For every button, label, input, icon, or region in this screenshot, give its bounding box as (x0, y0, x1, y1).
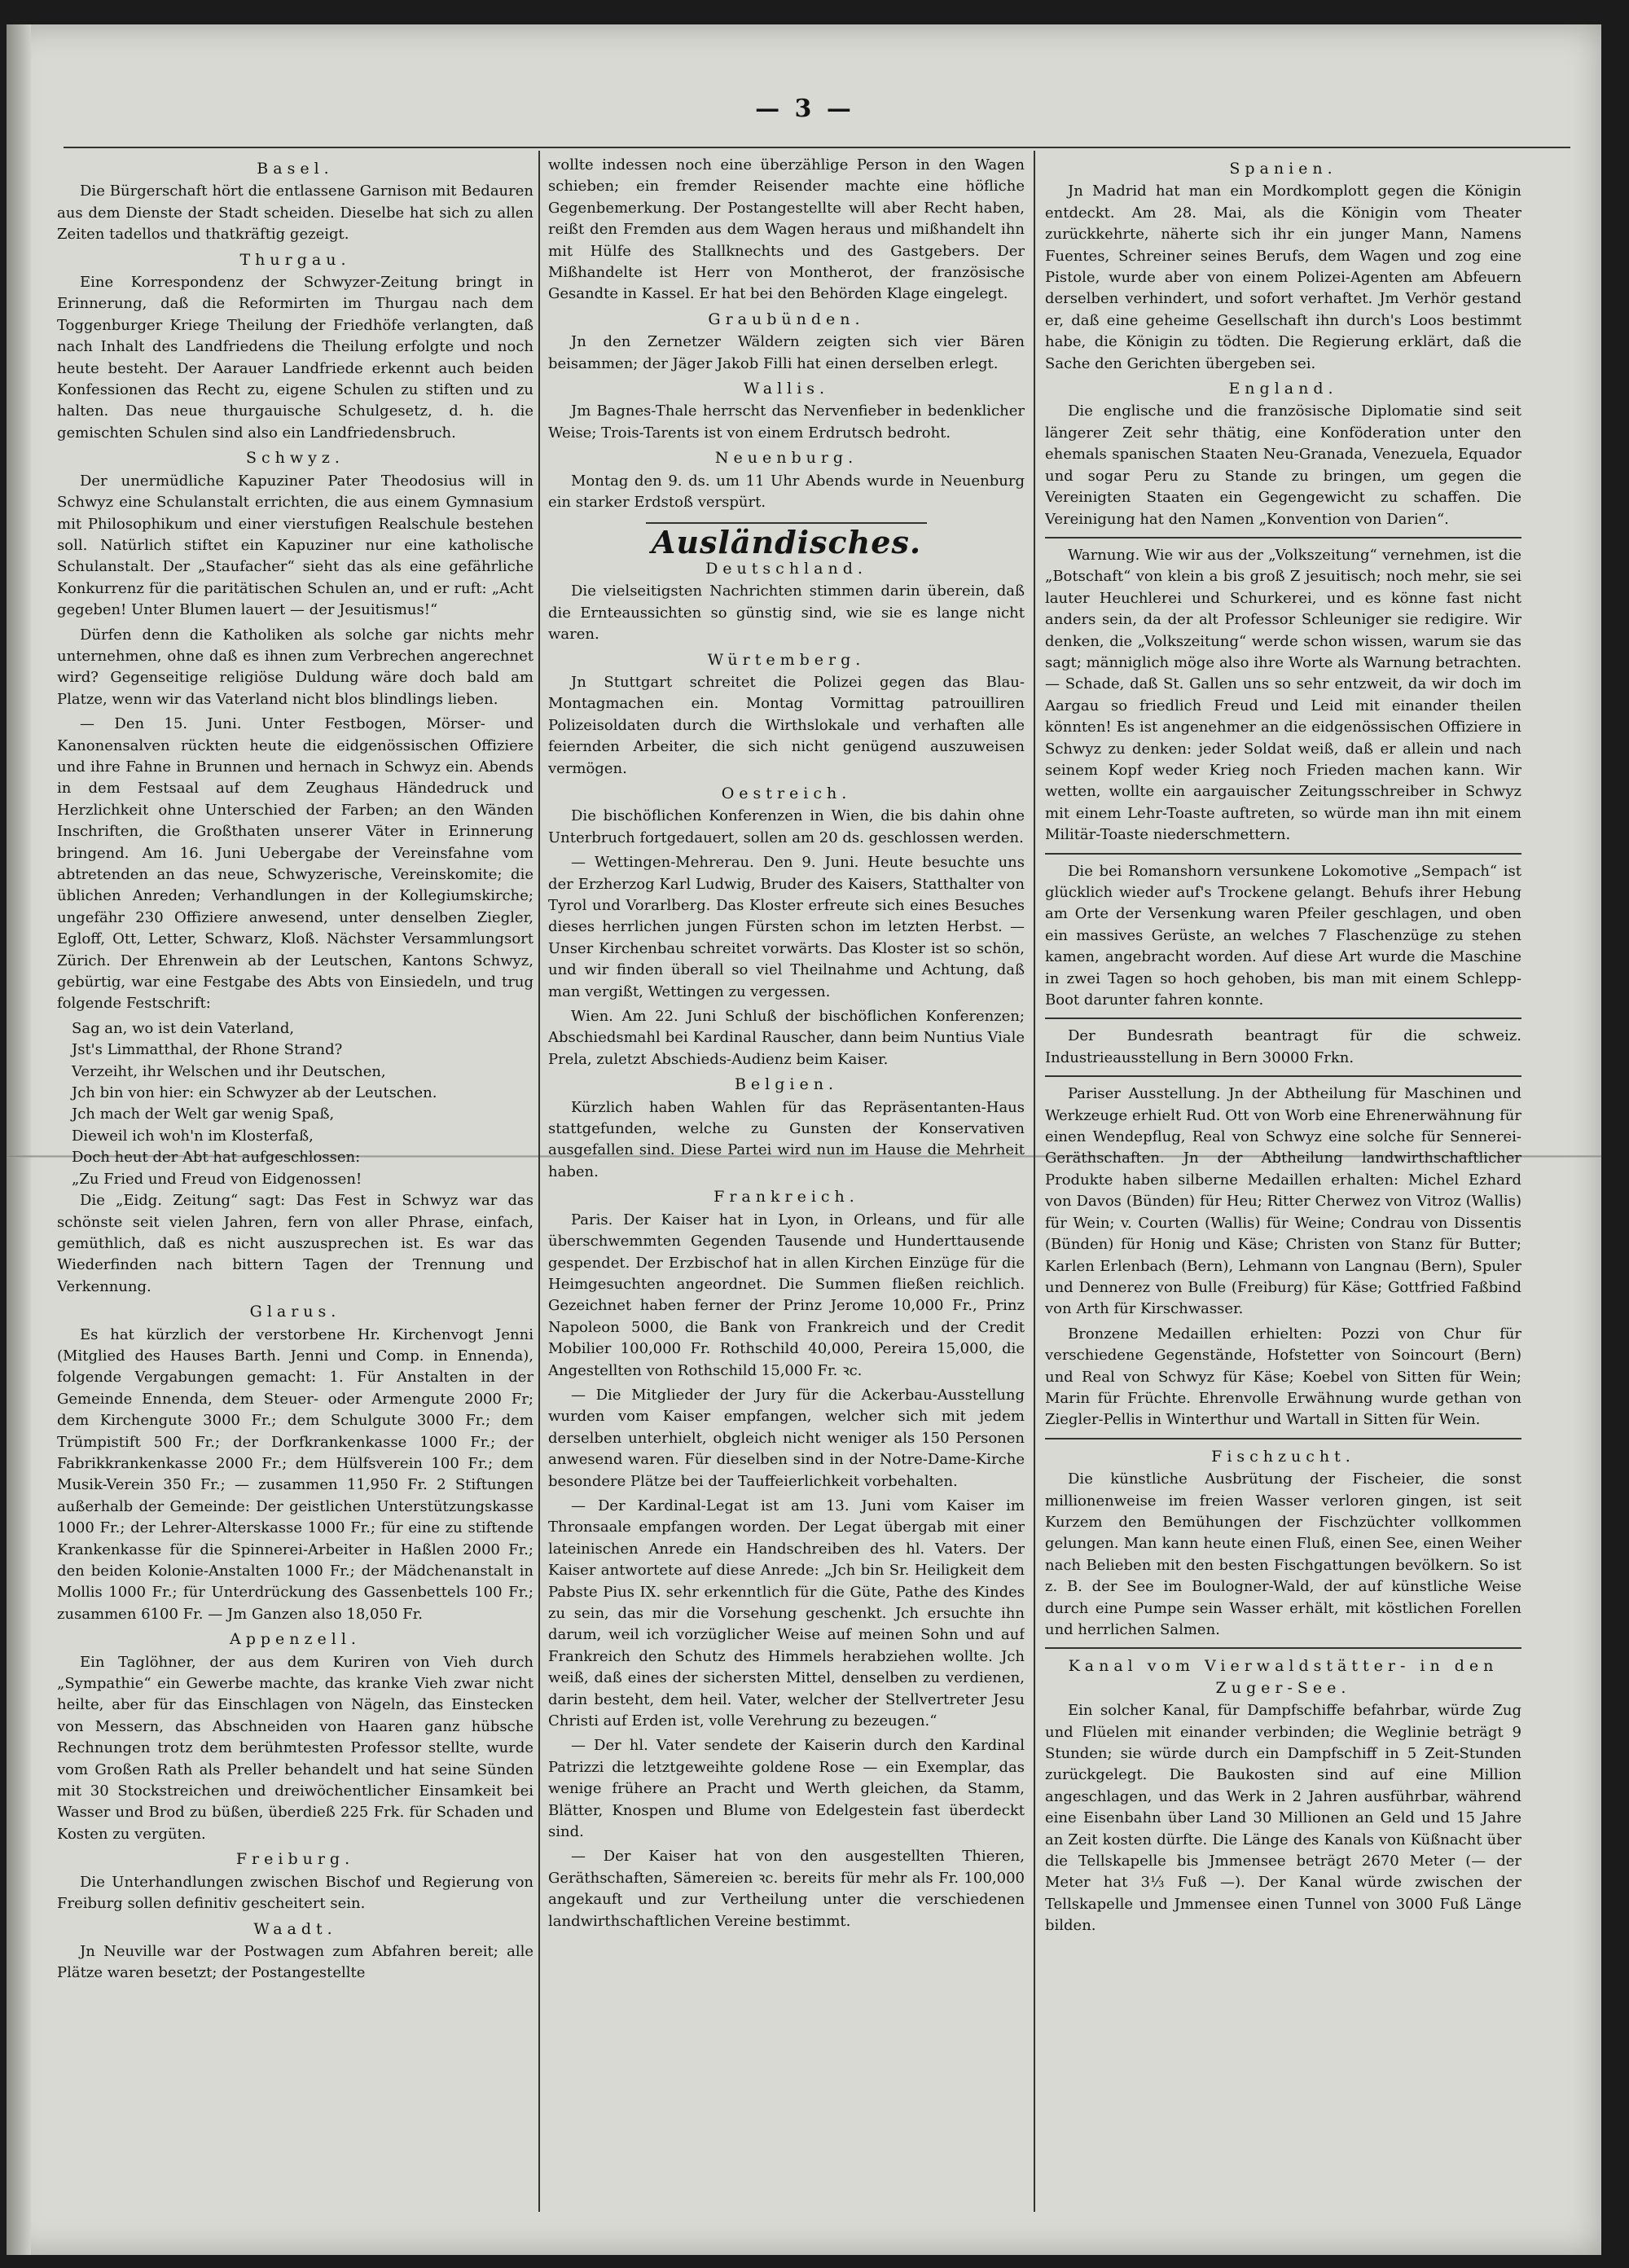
verse-line: Jch bin von hier: ein Schwyzer ab der Leutschen. (72, 1084, 437, 1102)
separator (1045, 853, 1521, 855)
article-belgien: Kürzlich haben Wahlen für das Repräsentanten-Haus stattgefunden, welche zu Gunsten der Konservativen ausgefallen sind. Diese Partei wird nun im Hause die Mehrheit haben. (548, 1098, 1025, 1180)
article-waadt: Jn Neuville war der Postwagen zum Abfahren bereit; alle Plätze waren besetzt; der Postangestellte (57, 1942, 533, 1982)
article-warnung: Warnung. Wie wir aus der „Volkszeitung“ vernehmen, ist die „Botschaft“ von klein a bis groß Z jesuitisch; noch mehr, sie sei lauter Heuchlerei und Schurkerei, und es könne fast nicht anders sein, da der alt Professor Schleuniger sie redigire. Wir denken, die „Volkszeitung“ werde schon wissen, warum sie das sagt; männiglich möge also ihre Worte als Warnung betrachten. — Schade, daß St. Gallen uns so sehr entzweit, da wir doch im Aargau so friedlich Freud und Leid mit einander theilen könnten! Es ist angenehmer an die eidgenössischen Offiziere in Schwyz zu denken: jeder Soldat weiß, daß er allein und nach seinem Kopf weder Krieg noch Frieden machen kann. Wir wetten, wollte ein aargauischer Zeitungsschreiber in Schwyz mit einem Lehr-Toaste auftreten, so würde man ihn mit einem Militär-Toaste niederschmettern. (1045, 546, 1521, 844)
verse-line: Sag an, wo ist dein Vaterland, (72, 1019, 295, 1037)
verse-line: Jst's Limmatthal, der Rhone Strand? (72, 1041, 343, 1059)
article-appenzell: Ein Taglöhner, der aus dem Kuriren von Vieh durch „Sympathie“ ein Gewerbe machte, das kranke Vieh zwar nicht heilte, aber für das Einschlagen von Nägeln, das Einstecken von Messern, das Abschneiden von Haaren ganz hübsche Rechnungen trotz dem berühmtesten Professor stellte, wurde vom Großen Rath als Preller behandelt und hat seine Sünden mit 30 Stockstreichen und dreiwöchentlicher Einsamkeit bei Wasser und Brod zu büßen, überdieß 225 Frk. für Schaden und Kosten zu vergüten. (57, 1653, 533, 1843)
section-heading-waadt: Waadt. (253, 1919, 337, 1938)
section-heading-fischzucht: Fischzucht. (1211, 1447, 1355, 1466)
section-heading-kanal: Kanal vom Vierwaldstätter- in den Zuger-See. (1068, 1657, 1499, 1697)
article-schwyz: Die „Eidg. Zeitung“ sagt: Das Fest in Schwyz war das schönste seit vielen Jahren, fern von aller Phrase, einfach, gemüthlich, daß es nicht auszusprechen ist. Es war das Wiederfinden nach bittern Tagen der Trennung und Verkennung. (57, 1192, 533, 1295)
section-heading-england: England. (1228, 380, 1338, 398)
section-heading-freiburg: Freiburg. (235, 1850, 355, 1869)
section-heading-auslaendisches: Ausländisches. (651, 523, 922, 560)
verse-line: „Zu Fried und Freud von Eidgenossen! (72, 1170, 362, 1188)
article-frankreich: Paris. Der Kaiser hat in Lyon, in Orleans, und für alle überschwemmten Gegenden Tausende und Hunderttausende gespendet. Der Erzbischof hat in allen Kirchen Einzüge für die Heimgesuchten angeordnet. Die Summen fließen reichlich. Gezeichnet haben ferner der Prinz Jerome 10,000 Fr., Prinz Napoleon 5000, die Bank von Frankreich und der Credit Mobilier 100,000 Fr. Rothschild 40,000, Pereira 15,000, die Angestellten von Rothschild 15,000 Fr. ꝛc. (548, 1211, 1025, 1379)
article-oestreich: Die bischöflichen Konferenzen in Wien, die bis dahin ohne Unterbruch fortgedauert, sollen am 20 ds. geschlossen werden. (548, 807, 1025, 846)
separator (1045, 1438, 1521, 1439)
article-neuenburg: Montag den 9. ds. um 11 Uhr Abends wurde in Neuenburg ein starker Erdstoß verspürt. (548, 472, 1025, 512)
section-heading-basel: Basel. (257, 160, 334, 178)
verse-line: Verzeiht, ihr Welschen und ihr Deutschen, (72, 1062, 386, 1080)
column-rule (1034, 151, 1035, 2212)
column-3 (1045, 155, 1521, 2208)
article-graubuenden: Jn den Zernetzer Wäldern zeigten sich vier Bären beisammen; der Jäger Jakob Filli hat einen derselben erlegt. (548, 333, 1025, 372)
separator (1045, 1075, 1521, 1077)
article-schwyz: — Den 15. Juni. Unter Festbogen, Mörser- und Kanonensalven rückten heute die eidgenössischen Offiziere und ihre Fahne in Brunnen und hernach in Schwyz ein. Abends in dem Festsaal auf dem Zeughaus Händedruck und Herzlichkeit ohne Unterschied der Farben; an den Wänden Inschriften, die Großthaten unserer Väter in Erinnerung bringend. Am 16. Juni Uebergabe der Vereinsfahne vom abtretenden an das neue, Schwyzerische, Vereinskomite; die üblichen Anreden; Verhandlungen in der Kollegiumskirche; ungefähr 230 Offiziere anwesend, unter denselben Ziegler, Egloff, Ott, Letter, Schwarz, Kloß. Nächster Versammlungsort Zürich. Der Ehrenwein ab der Leutschen, Kantons Schwyz, gebürtig, war eine Festgabe des Abts von Einsiedeln, und trug folgende Festschrift: (57, 715, 533, 1013)
section-heading-schwyz: Schwyz. (246, 449, 345, 468)
article-deutschland: Die vielseitigsten Nachrichten stimmen darin überein, daß die Ernteaussichten so günstig sind, wie sie es lange nicht waren. (548, 582, 1025, 644)
verse-line: Dieweil ich woh'n im Klosterfaß, (72, 1127, 314, 1145)
article-wallis: Jm Bagnes-Thale herrscht das Nervenfieber in bedenklicher Weise; Trois-Tarents ist von einem Erdrutsch bedroht. (548, 402, 1025, 442)
article-thurgau: Eine Korrespondenz der Schwyzer-Zeitung bringt in Erinnerung, daß die Reformirten im Thurgau nach dem Toggenburger Kriege Theilung der Friedhöfe verlangten, daß nach Inhalt des Landfriedens die Theilung erfolgte und noch heute besteht. Der Aarauer Landfriede erkennt auch beiden Konfessionen das Recht zu, eigene Schulen zu stiften und zu halten. Das neue thurgauische Schulgesetz, d. h. die gemischten Schulen sind also ein Landfriedensbruch. (57, 274, 533, 442)
article-schwyz: Dürfen denn die Katholiken als solche gar nichts mehr unternehmen, ohne daß es ihnen zum Verbrechen angerechnet wird? Gegenseitige religiöse Duldung wäre doch bald am Platze, wenn wir das Vaterland nicht blos blindlings lieben. (57, 626, 533, 708)
column-rule (538, 151, 540, 2212)
article-kanal: Ein solcher Kanal, für Dampfschiffe befahrbar, würde Zug und Flüelen mit einander verbinden; die Weglinie beträgt 9 Stunden; sie würde durch ein Dampfschiff in 5 Zeit-Stunden zurückgelegt. Die Baukosten sind auf eine Million angeschlagen, und das Werk in 2 Jahren ausführbar, während eine Eisenbahn über Land 30 Millionen an Geld und 15 Jahre an Zeit kosten dürfte. Die Länge des Kanals von Küßnacht über die Tellskapelle bis Jmmensee beträgt 2670 Meter (— der Meter hat 3⅓ Fuß —). Der Kanal würde zwischen der Tellskapelle und Jmmensee einen Tunnel von 3000 Fuß Länge bilden. (1045, 1702, 1521, 1935)
section-heading-thurgau: Thurgau. (239, 250, 351, 269)
separator (1045, 537, 1521, 538)
verse-line: Jch mach der Welt gar wenig Spaß, (72, 1105, 335, 1123)
article-england: Die englische und die französische Diplomatie sind seit längerer Zeit sehr thätig, eine Konföderation unter den ehemals spanischen Staaten Neu-Granada, Venezuela, Equador und sogar Peru zu Stande zu bringen, um gegen die Vereinigten Staaten ein Gegengewicht zu schaffen. Die Vereinigung hat den Namen „Konvention von Darien“. (1045, 402, 1521, 528)
article-pariser-ausstellung: Bronzene Medaillen erhielten: Pozzi von Chur für verschiedene Gegenstände, Hofstetter von Soincourt (Bern) und Real von Schwyz für Käse; Koebel von Sitten für Wein; Marin für Früchte. Ehrenvolle Erwähnung wurde gethan von Ziegler-Pellis in Winterthur und Wartall in Sitten für Wein. (1045, 1325, 1521, 1429)
article-glarus: Es hat kürzlich der verstorbene Hr. Kirchenvogt Jenni (Mitglied des Hauses Barth. Jenni und Comp. in Ennenda), folgende Vergabungen gemacht: 1. Für Anstalten in der Gemeinde Ennenda, dem Steuer- oder Armengute 2000 Fr; dem Kirchengute 3000 Fr.; dem Schulgute 3000 Fr.; dem Trümpistift 500 Fr.; der Dorfkrankenkasse 1000 Fr.; der Fabrikkrankenkasse 2000 Fr.; dem Hülfsverein 100 Fr.; dem Musik-Verein 350 Fr.; — zusammen 11,950 Fr. 2 Stiftungen außerhalb der Gemeinde: Der geistlichen Unterstützungskasse 1000 Fr.; der Lehrer-Alterskasse 1000 Fr.; für eine zu stiftende Krankenkasse für die Spinnerei-Arbeiter in Haßlen 2000 Fr.; den beiden Kolonie-Anstalten 1000 Fr.; der Mädchenanstalt in Mollis 1000 Fr.; für Unterdrückung des Gassenbettels 100 Fr.; zusammen 6100 Fr. — Jm Ganzen also 18,050 Fr. (57, 1325, 533, 1623)
article-pariser-ausstellung: Pariser Ausstellung. Jn der Abtheilung für Maschinen und Werkzeuge erhielt Rud. Ott von Worb eine Ehrenerwähnung für einen Wendepflug, Real von Schwyz eine solche für Sennerei-Geräthschaften. Jn der Abtheilung landwirthschaftlicher Produkte haben silberne Medaillen erhalten: Michel Ezhard von Davos (Bünden) für Heu; Ritter Cherwez von Vitroz (Wallis) für Wein; v. Courten (Wallis) für Weine; Condrau von Dissentis (Bünden) für Honig und Käse; Christen von Stanz für Butter; Karlen Erlenbach (Bern), Lehmann von Langnau (Bern), Spuler und Dennerez von Bulle (Freiburg) für Käse; Gottfried Faßbind von Arth für Kirschwasser. (1045, 1085, 1521, 1318)
column-2 (548, 155, 1025, 2208)
section-heading-spanien: Spanien. (1229, 160, 1337, 178)
article-bundesrath: Der Bundesrath beantragt für die schweiz. Industrieausstellung in Bern 30000 Frkn. (1045, 1027, 1521, 1066)
section-heading-wallis: Wallis. (743, 380, 830, 398)
article-waadt-continued: wollte indessen noch eine überzählige Person in den Wagen schieben; ein fremder Reisender machte eine höfliche Gegenbemerkung. Der Postangestellte will aber Recht haben, reißt den Fremden aus dem Wagen heraus und mißhandelt ihn mit Hülfe des Stallknechts und des Gastgebers. Der Mißhandelte ist Herr von Montherot, der französische Gesandte in Kassel. Er hat bei den Behörden Klage eingelegt. (548, 156, 1025, 303)
binding-edge (7, 24, 31, 2255)
header-rule (64, 147, 1570, 148)
newspaper-page (7, 24, 1601, 2255)
article-freiburg: Die Unterhandlungen zwischen Bischof und Regierung von Freiburg sollen definitiv gescheitert sein. (57, 1873, 533, 1913)
section-heading-belgien: Belgien. (734, 1075, 839, 1094)
section-heading-graubuenden: Graubünden. (708, 310, 865, 328)
article-frankreich: — Der Kaiser hat von den ausgestellten Thieren, Geräthschaften, Sämereien ꝛc. bereits für mehr als Fr. 100,000 angekauft und zur Vertheilung unter die verschiedenen landwirthschaftlichen Vereine bestimmt. (548, 1848, 1025, 1930)
article-schwyz: Der unermüdliche Kapuziner Pater Theodosius will in Schwyz eine Schulanstalt errichten, die aus einem Gymnasium mit Philosophikum und einer vierstufigen Realschule bestehen soll. Natürlich stiftet ein Kapuziner nur eine katholische Schulanstalt. Der „Staufacher“ sieht das als eine gefährliche Konkurrenz für die paritätischen Schulen an, und er ruft: „Acht gegeben! Unter Blumen lauert — der Jesuitismus!“ (57, 472, 533, 619)
article-fischzucht: Die künstliche Ausbrütung der Fischeier, die sonst millionenweise im freien Wasser verloren gingen, ist seit Kurzem den Bemühungen der Fischzüchter vollkommen gelungen. Man kann heute einen Fluß, einen See, einen Weiher nach Belieben mit den besten Fischgattungen bevölkern. So ist z. B. der See im Boulogner-Wald, der auf künstliche Weise durch eine Pumpe sein Wasser erhält, mit köstlichen Forellen und herrlichen Salmen. (1045, 1470, 1521, 1638)
article-basel: Die Bürgerschaft hört die entlassene Garnison mit Bedauren aus dem Dienste der Stadt scheiden. Dieselbe hat sich zu allen Zeiten tadellos und thatkräftig gezeigt. (57, 182, 533, 244)
article-frankreich: — Der hl. Vater sendete der Kaiserin durch den Kardinal Patrizzi die letztgeweihte goldene Rose — ein Exemplar, das wenige frühere an Pracht und Werth gleichen, da Stamm, Blätter, Knospen und Blume von Edelgestein fast überdeckt sind. (548, 1737, 1025, 1841)
article-sempach: Die bei Romanshorn versunkene Lokomotive „Sempach“ ist glücklich wieder auf's Trockene gelangt. Behufs ihrer Hebung am Orte der Versenkung waren Pfeiler geschlagen, und oben ein massives Gerüste, an welches 7 Flaschenzüge zu stehen kamen, angebracht worden. Auf diese Art wurde die Maschine in zwei Tagen so hoch gehoben, bis man mit einem Schlepp-Boot darunter fahren konnte. (1045, 862, 1521, 1009)
section-heading-appenzell: Appenzell. (230, 1630, 361, 1649)
column-1 (57, 155, 533, 2208)
article-frankreich: — Der Kardinal-Legat ist am 13. Juni vom Kaiser im Thronsaale empfangen worden. Der Legat übergab mit einer lateinischen Anrede ein Handschreiben des hl. Vaters. Der Kaiser antwortete auf diese Anrede: „Jch bin Sr. Heiligkeit dem Pabste Pius IX. sehr erkenntlich für die Güte, Pathe des Kindes zu sein, das mir die Vorsehung geschenkt. Jch ersuchte ihn darum, weil ich vorzüglicher Weise auf meinen Sohn und auf Frankreich den Schutz des Himmels herabziehen wollte. Jch weiß, daß eines der sichersten Mittel, denselben zu verdienen, darin besteht, dem heil. Vater, welcher der Stellvertreter Jesu Christi auf Erden ist, volle Verehrung zu bezeugen.“ (548, 1497, 1025, 1730)
article-wuertemberg: Jn Stuttgart schreitet die Polizei gegen das Blau-Montagmachen ein. Montag Vormittag patrouilliren Polizeisoldaten durch die Wirthslokale und verhaften alle feiernden Arbeiter, die sich nicht genügend auszuweisen vermögen. (548, 673, 1025, 777)
section-heading-deutschland: Deutschland. (705, 559, 867, 578)
article-oestreich: Wien. Am 22. Juni Schluß der bischöflichen Konferenzen; Abschiedsmahl bei Kardinal Rauscher, dann beim Nuntius Viale Prela, zuletzt Abschieds-Audienz beim Kaiser. (548, 1008, 1025, 1068)
page-number: — 3 — (755, 94, 854, 123)
article-spanien: Jn Madrid hat man ein Mordkomplott gegen die Königin entdeckt. Am 28. Mai, als die Königin vom Theater zurückkehrte, näherte sich ihr ein junger Mann, Namens Fuentes, Schreiner seines Berufs, dem Wagen und zog eine Pistole, wurde aber von einem Polizei-Agenten am Abfeuern derselben verhindert, und sofort verhaftet. Jm Verhör gestand er, daß eine geheime Gesellschaft ihn durch's Loos bestimmt habe, die Königin zu tödten. Die Regierung erklärt, daß die Sache den Gerichten übergeben sei. (1045, 182, 1521, 372)
verse-line: Doch heut der Abt hat aufgeschlossen: (72, 1149, 361, 1167)
article-oestreich: — Wettingen-Mehrerau. Den 9. Juni. Heute besuchte uns der Erzherzog Karl Ludwig, Bruder des Kaisers, Statthalter von Tyrol und Vorarlberg. Das Kloster erfreute sich eines Besuches dieses herrlichen jungen Fürsten schon im letzten Herbst. — Unser Kirchenbau schreitet vorwärts. Das Kloster ist so schön, und wir finden überall so viel Theilnahme und Achtung, daß man vergißt, Wettingen zu vergessen. (548, 854, 1025, 1000)
article-frankreich: — Die Mitglieder der Jury für die Ackerbau-Ausstellung wurden vom Kaiser empfangen, welcher sich mit jedem derselben unterhielt, obgleich nicht weniger als 150 Personen anwesend waren. Für dieselben sind in der Notre-Dame-Kirche besondere Plätze bei der Tauffeierlichkeit vorbehalten. (548, 1386, 1025, 1490)
section-heading-wuertemberg: Würtemberg. (707, 650, 866, 669)
section-heading-glarus: Glarus. (249, 1303, 341, 1321)
section-heading-oestreich: Oestreich. (721, 784, 852, 802)
section-heading-neuenburg: Neuenburg. (714, 449, 858, 468)
section-heading-frankreich: Frankreich. (714, 1188, 859, 1207)
separator (1045, 1647, 1521, 1649)
separator (1045, 1018, 1521, 1019)
